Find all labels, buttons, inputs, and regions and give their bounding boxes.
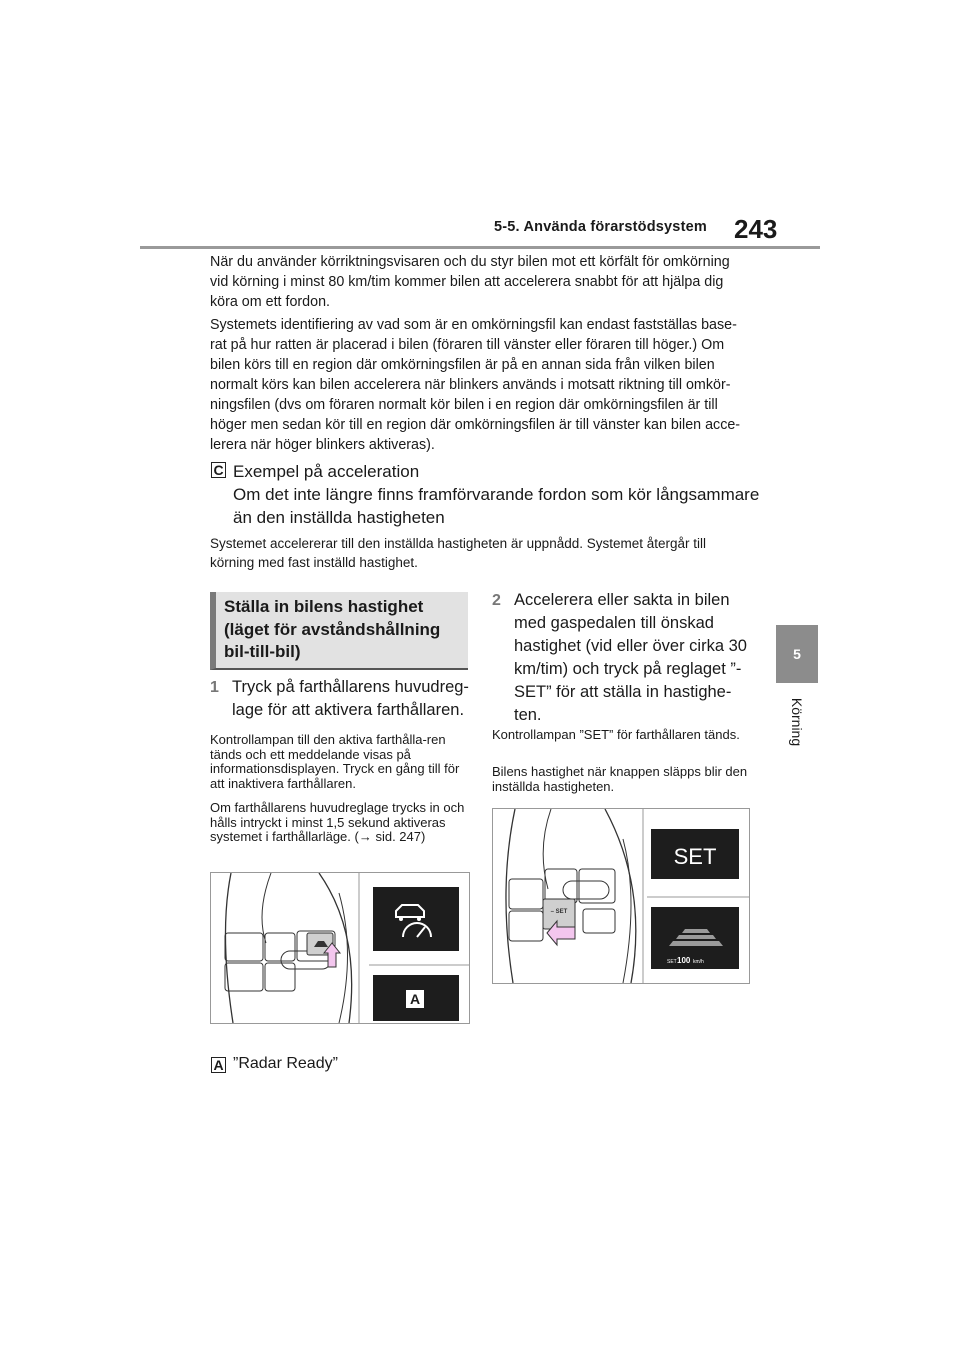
step-2-note-2: Bilens hastighet när knappen släpps blir den inställda hastigheten. (492, 764, 748, 794)
step-2 (492, 589, 748, 727)
step-text: Tryck på farthållarens huvudreg-lage för att aktivera farthållaren. (232, 678, 469, 719)
paragraph-overtaking: När du använder körriktningsvisaren och du styr bilen mot ett körfält för omkörning vid körning i minst 80 km/tim kommer bilen att accelerera snabbt för att hjälpa dig köra om ett fordon. (210, 254, 730, 310)
caption-marker: A (211, 1057, 226, 1073)
step-1 (210, 676, 470, 722)
header-rule (140, 246, 820, 249)
paragraph-accelerates: Systemet accelererar till den inställda hastigheten är uppnådd. Systemet återgår till körning med fast inställd hastighet. (210, 536, 707, 570)
display-label-a: A (409, 991, 421, 1007)
chapter-title (780, 692, 814, 752)
set-switch-illustration (493, 809, 749, 983)
speed-prefix: SET (667, 959, 677, 965)
example-block (233, 460, 763, 529)
example-marker: C (211, 462, 226, 478)
step-number: 1 (210, 679, 219, 696)
step-number: 2 (492, 592, 501, 609)
step-2-note-1: Kontrollampan ”SET” för farthållaren tänds. (492, 727, 740, 742)
paragraph-lane-identification: Systemets identifiering av vad som är en omkörningsfil kan endast fastställas base-rat på hur ratten är placerad i bilen (föraren till vänster eller föraren till höger.) Om bilen körs till en region där omkörningsfilen är på en annan sida från vilken bilen normalt körs kan bilen accelerera när blinkers används i motsatt riktning till omkör-ningsfilen (dvs om föraren normalt kör bilen i en region där omkörningsfilen är till höger men sedan kör till en region där omkörningsfilen är till vänster kan bilen acce-lerera när höger blinkers aktiveras). (210, 317, 741, 453)
step-text: Accelerera eller sakta in bilen med gaspedalen till önskad hastighet (vid eller över cirka 30 km/tim) och tryck på reglaget ”-SET” för att ställa in hastighe-ten. (514, 591, 747, 724)
figure-1-caption: ”Radar Ready” (233, 1055, 338, 1072)
chapter-title-text: Körning (789, 697, 805, 747)
set-button-label: – SET (550, 909, 568, 915)
steering-wheel-figure-1 (210, 872, 470, 1024)
speed-unit: km/h (693, 959, 704, 965)
steering-wheel-figure-2 (492, 808, 750, 984)
step-1-note-2: Om farthållarens huvudreglage trycks in och hålls intryckt i minst 1,5 sekund aktiveras systemet i farthållarläge. (→ sid. 247) (210, 800, 465, 844)
running-header-section: 5-5. Använda förarstödsystem (494, 219, 707, 235)
step-1-note-1: Kontrollampan till den aktiva farthålla-ren tänds och ett meddelande visas på informationsdisplayen. Tryck en gång till för att inaktivera farthållaren. (210, 732, 460, 791)
chapter-tab: 5 (776, 625, 818, 683)
example-title: Exempel på acceleration (233, 462, 420, 481)
page-number: 243 (734, 214, 778, 244)
set-display-text: SET (673, 844, 717, 869)
steering-wheel-illustration (211, 873, 469, 1023)
example-description: Om det inte längre finns framförvarande fordon som kör långsammare än den inställda hastigheten (233, 485, 760, 527)
section-heading: Ställa in bilens hastighet (läget för avståndshållning bil-till-bil) (210, 592, 468, 670)
speed-value: 100 (677, 956, 691, 965)
